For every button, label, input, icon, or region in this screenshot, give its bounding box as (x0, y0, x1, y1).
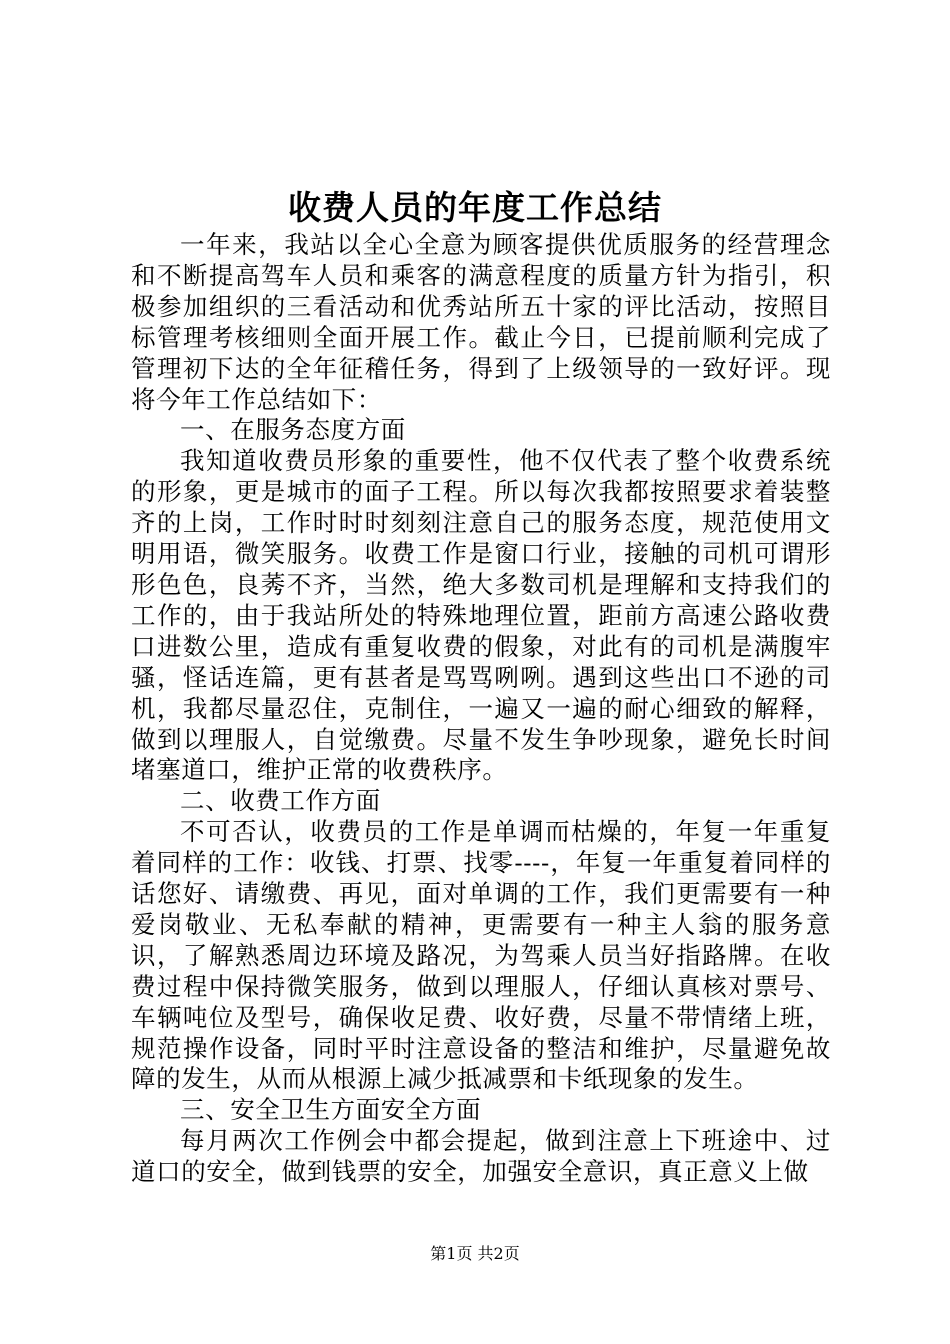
section-body-service-attitude: 我知道收费员形象的重要性，他不仅代表了整个收费系统的形象，更是城市的面子工程。所以每次我都按照要求着装整齐的上岗，工作时时时刻刻注意自己的服务态度，规范使用文明用语，微笑服务。收费工作是窗口行业，接触的司机可谓形形色色，良莠不齐，当然，绝大多数司机是理解和支持我们的工作的，由于我站所处的特殊地理位置，距前方高速公路收费口进数公里，造成有重复收费的假象，对此有的司机是满腹牢骚，怪话连篇，更有甚者是骂骂咧咧。遇到这些出口不逊的司机，我都尽量忍住，克制住，一遍又一遍的耐心细致的解释，做到以理服人，自觉缴费。尽量不发生争吵现象，避免长时间堵塞道口，维护正常的收费秩序。 (131, 446, 831, 785)
section-heading-toll-work: 二、收费工作方面 (180, 786, 381, 816)
document-title: 收费人员的年度工作总结 (288, 188, 662, 227)
section-body-toll-work: 不可否认，收费员的工作是单调而枯燥的，年复一年重复着同样的工作：收钱、打票、找零----，年复一年重复着同样的话您好、请缴费、再见，面对单调的工作，我们更需要有一种爱岗敬业、无私奉献的精神，更需要有一种主人翁的服务意识，了解熟悉周边环境及路况，为驾乘人员当好指路牌。在收费过程中保持微笑服务，做到以理服人，仔细认真核对票号、车辆吨位及型号，确保收足费、收好费，尽量不带情绪上班，规范操作设备，同时平时注意设备的整洁和维护，尽量避免故障的发生，从而从根源上减少抵减票和卡纸现象的发生。 (131, 817, 831, 1094)
document-body (131, 230, 831, 1188)
section-heading-safety: 三、安全卫生方面安全方面 (180, 1095, 482, 1125)
section-body-safety: 每月两次工作例会中都会提起，做到注意上下班途中、过道口的安全，做到钱票的安全，加强安全意识，真正意义上做 (131, 1126, 831, 1187)
page-footer: 第1页 共2页 (430, 1244, 520, 1263)
section-heading-service-attitude: 一、在服务态度方面 (180, 415, 406, 445)
intro-paragraph: 一年来，我站以全心全意为顾客提供优质服务的经营理念和不断提高驾车人员和乘客的满意程度的质量方针为指引，积极参加组织的三看活动和优秀站所五十家的评比活动，按照目标管理考核细则全面开展工作。截止今日，已提前顺利完成了管理初下达的全年征稽任务，得到了上级领导的一致好评。现将今年工作总结如下： (131, 230, 831, 414)
